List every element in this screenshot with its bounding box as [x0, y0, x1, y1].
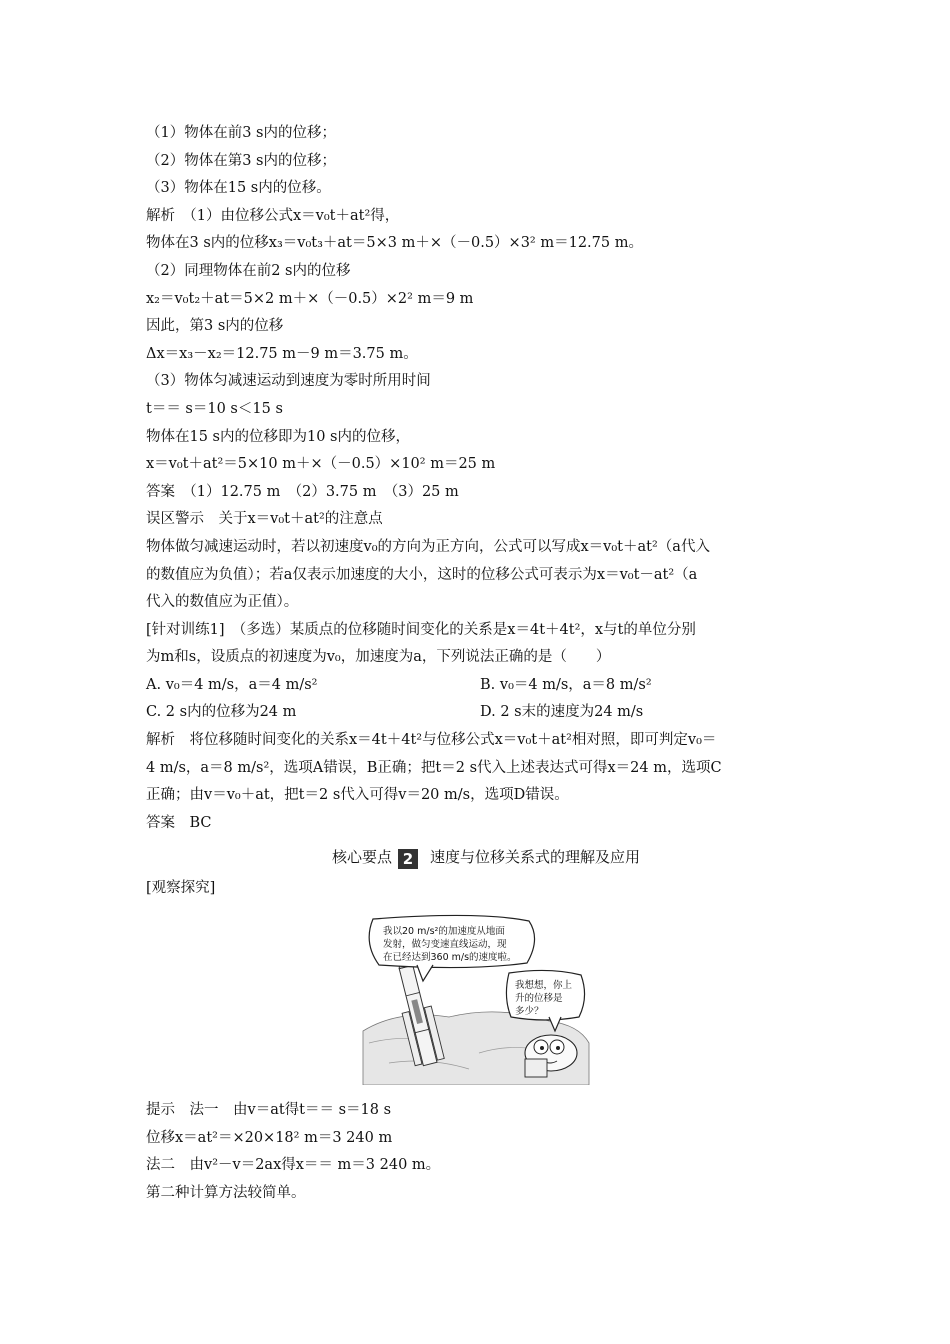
tip-line: 提示 法一 由v＝at得t＝＝ s＝18 s — [146, 1102, 392, 1119]
analysis-line: x＝v₀t＋at²＝5×10 m＋×（－0.5）×10² m＝25 m — [146, 456, 496, 473]
character-speech-bubble — [515, 979, 572, 1018]
bubble-line: 我想想，你上 — [515, 980, 573, 992]
analysis-line: 因此，第3 s内的位移 — [146, 318, 284, 335]
section-heading — [146, 839, 826, 875]
question-3: （3）物体在15 s内的位移。 — [146, 180, 331, 197]
options-row — [146, 672, 826, 700]
heading-prefix: 核心要点 — [331, 848, 392, 867]
solution-answer: 答案 BC — [146, 814, 212, 831]
warning-line: 代入的数值应为正值）。 — [146, 594, 299, 611]
option-d: D. 2 s末的速度为24 m/s — [480, 704, 644, 721]
tip-line: 法二 由v²－v＝2ax得x＝＝ m＝3 240 m。 — [146, 1157, 441, 1174]
analysis-line: 物体在3 s内的位移x₃＝v₀t₃＋at＝5×3 m＋×（－0.5）×3² m＝12.75 m。 — [146, 235, 643, 252]
answer-line: 答案 （1）12.75 m （2）3.75 m （3）25 m — [146, 483, 459, 500]
analysis-line: （2）同理物体在前2 s内的位移 — [146, 262, 351, 279]
solution-line: 正确；由v＝v₀＋at，把t＝2 s代入可得v＝20 m/s，选项D错误。 — [146, 787, 569, 804]
warning-title: 误区警示 关于x＝v₀t＋at²的注意点 — [146, 511, 383, 528]
heading-number-badge: 2 — [398, 849, 418, 869]
option-a: A. v₀＝4 m/s，a＝4 m/s² — [146, 676, 318, 693]
exercise-line: [针对训练1] （多选）某质点的位移随时间变化的关系是x＝4t＋4t²，x与t的单位分别 — [146, 621, 696, 638]
question-2: （2）物体在第3 s内的位移； — [146, 152, 336, 169]
warning-line: 物体做匀减速运动时，若以初速度v₀的方向为正方向，公式可以写成x＝v₀t＋at²（a代入 — [146, 538, 710, 555]
heading-title: 速度与位移关系式的理解及应用 — [430, 848, 641, 867]
analysis-line: x₂＝v₀t₂＋at＝5×2 m＋×（－0.5）×2² m＝9 m — [146, 290, 474, 307]
analysis-line: 解析 （1）由位移公式x＝v₀t＋at²得， — [146, 207, 400, 224]
option-b: B. v₀＝4 m/s，a＝8 m/s² — [480, 676, 652, 693]
tip-line: 位移x＝at²＝×20×18² m＝3 240 m — [146, 1129, 393, 1146]
analysis-line: （3）物体匀减速运动到速度为零时所用时间 — [146, 373, 431, 390]
solution-line: 解析 将位移随时间变化的关系x＝4t＋4t²与位移公式x＝v₀t＋at²相对照，即可判定v₀＝ — [146, 732, 717, 749]
exercise-line: 为m和s，设质点的初速度为v₀，加速度为a，下列说法正确的是（ ） — [146, 649, 611, 666]
tip-line: 第二种计算方法较简单。 — [146, 1184, 306, 1201]
analysis-line: 物体在15 s内的位移即为10 s内的位移， — [146, 428, 411, 445]
bubble-line: 发射，做匀变速直线运动，现 — [383, 939, 507, 951]
options-row — [146, 699, 826, 727]
solution-line: 4 m/s，a＝8 m/s²，选项A错误，B正确；把t＝2 s代入上述表达式可得x＝24 m，选项C — [146, 759, 722, 776]
bubble-line: 多少？ — [515, 1006, 544, 1018]
rocket-illustration — [359, 913, 591, 1085]
analysis-line: t＝＝ s＝10 s＜15 s — [146, 400, 283, 417]
observe-label: [观察探究] — [146, 880, 216, 897]
warning-line: 的数值应为负值）；若a仅表示加速度的大小，这时的位移公式可表示为x＝v₀t－at²（a — [146, 566, 698, 583]
option-c: C. 2 s内的位移为24 m — [146, 704, 297, 721]
rocket-speech-bubble — [383, 925, 517, 964]
analysis-line: Δx＝x₃－x₂＝12.75 m－9 m＝3.75 m。 — [146, 345, 418, 362]
bubble-line: 我以20 m/s²的加速度从地面 — [383, 926, 505, 938]
bubble-line: 升的位移是 — [515, 993, 563, 1005]
page-content — [146, 120, 826, 1207]
question-1: （1）物体在前3 s内的位移； — [146, 125, 336, 141]
bubble-line: 在已经达到360 m/s的速度啦。 — [383, 952, 517, 964]
